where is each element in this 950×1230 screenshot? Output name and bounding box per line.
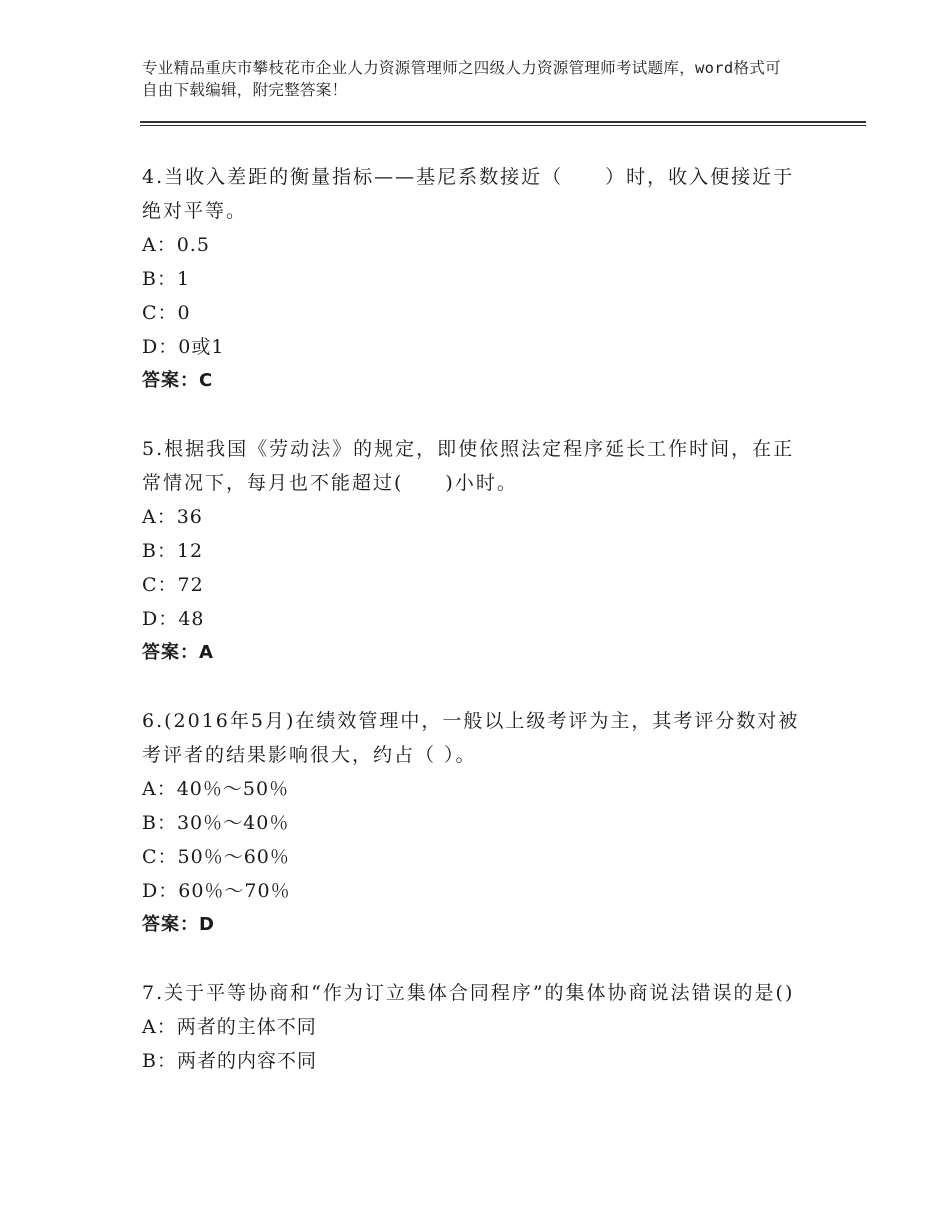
option-c: C：0 <box>142 302 191 324</box>
option-b: B：两者的内容不同 <box>142 1050 317 1072</box>
option-a: A：0.5 <box>142 234 210 256</box>
option-b: B：12 <box>142 540 204 562</box>
question-list <box>142 160 812 1112</box>
question-7 <box>142 976 812 1078</box>
question-stem: 4.当收入差距的衡量指标——基尼系数接近（ ）时，收入便接近于绝对平等。 <box>142 166 795 222</box>
option-c: C：72 <box>142 574 204 596</box>
option-d: D：48 <box>142 608 205 630</box>
option-b: B：30％～40％ <box>142 812 290 834</box>
question-6 <box>142 704 812 942</box>
option-d: D：0或1 <box>142 336 225 358</box>
question-5 <box>142 432 812 670</box>
option-a: A：36 <box>142 506 203 528</box>
answer-line: 答案：D <box>142 914 215 935</box>
answer-line: 答案：C <box>142 370 214 391</box>
answer-line: 答案：A <box>142 642 214 663</box>
option-c: C：50％～60％ <box>142 846 290 868</box>
document-header <box>142 57 792 101</box>
question-stem: 7.关于平等协商和“作为订立集体合同程序”的集体协商说法错误的是() <box>142 982 795 1004</box>
option-a: A：两者的主体不同 <box>142 1016 317 1038</box>
option-b: B：1 <box>142 268 191 290</box>
option-d: D：60％～70％ <box>142 880 291 902</box>
question-4 <box>142 160 812 398</box>
question-stem: 6.(2016年5月)在绩效管理中，一般以上级考评为主，其考评分数对被考评者的结果影响很大，约占（ ）。 <box>142 710 800 766</box>
header-rule-thin <box>140 125 866 126</box>
header-title: 专业精品重庆市攀枝花市企业人力资源管理师之四级人力资源管理师考试题库，word格式可自由下载编辑，附完整答案！ <box>142 59 781 99</box>
question-stem: 5.根据我国《劳动法》的规定，即使依照法定程序延长工作时间，在正常情况下，每月也不能超过( )小时。 <box>142 438 795 494</box>
option-a: A：40％～50％ <box>142 778 290 800</box>
header-rule-thick <box>140 121 866 123</box>
